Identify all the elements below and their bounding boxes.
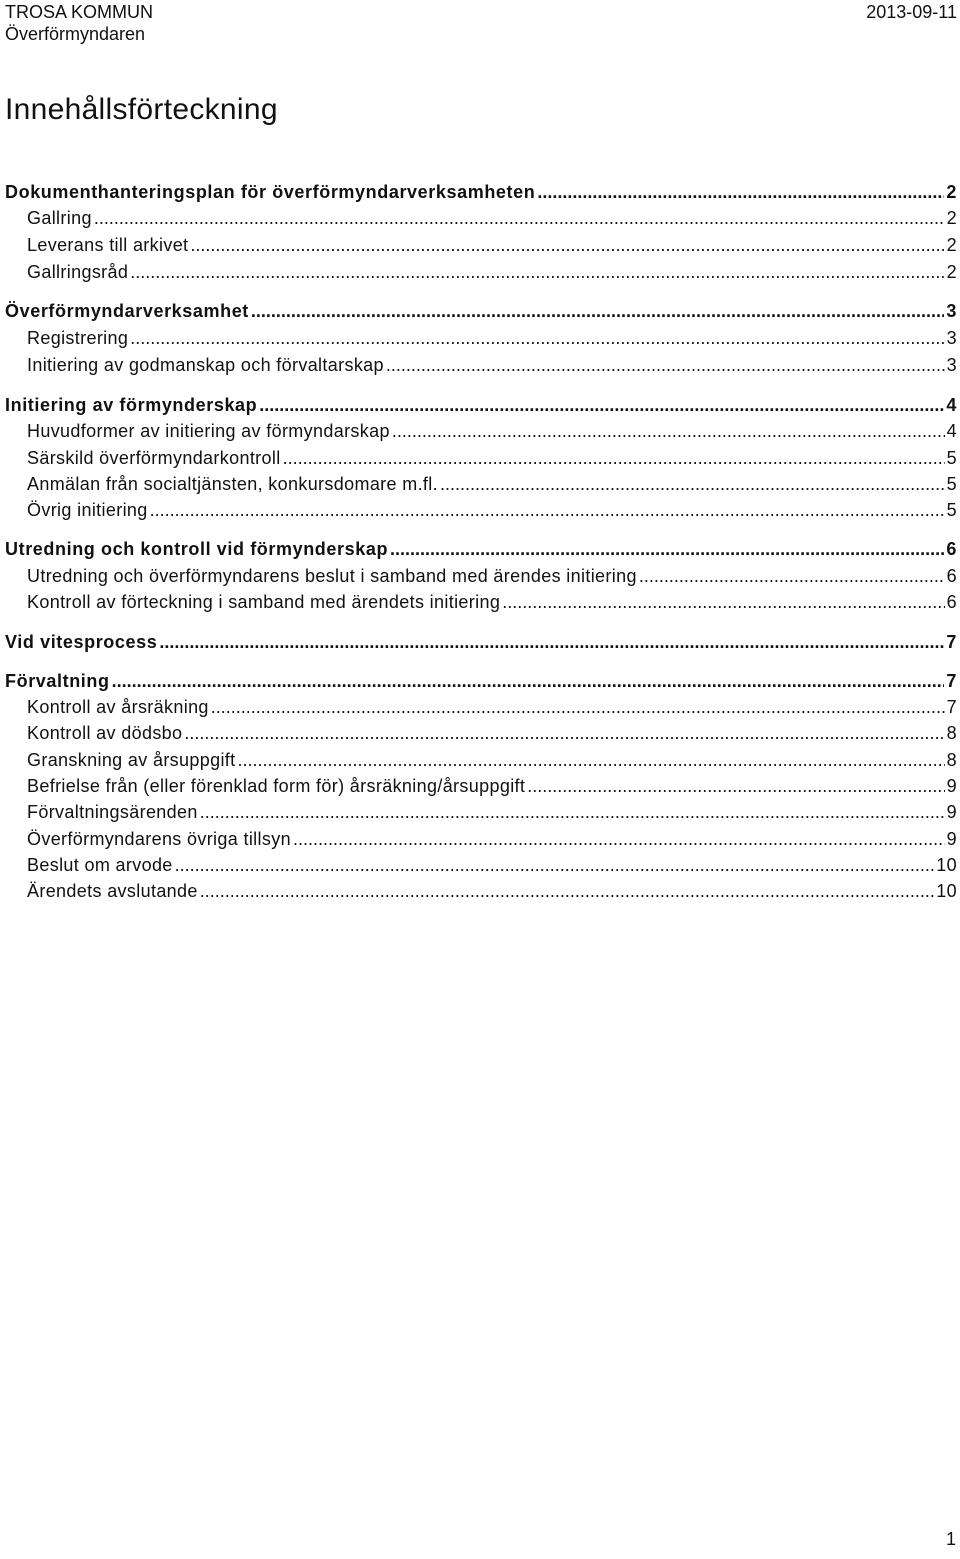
toc-page-number: 5 (946, 474, 957, 494)
organization-name: TROSA KOMMUN (5, 2, 154, 22)
toc-entry-title: Förvaltningsärenden (27, 802, 198, 822)
toc-dot-leader (200, 879, 935, 903)
toc-dot-leader (150, 498, 945, 522)
toc-entry-title: Huvudformer av initiering av förmyndarskap (27, 421, 390, 441)
toc-entry-title: Kontroll av årsräkning (27, 697, 209, 717)
toc-dot-leader (94, 206, 945, 230)
toc-dot-leader (293, 827, 945, 851)
toc-entry-title: Särskild överförmyndarkontroll (27, 448, 281, 468)
toc-dot-leader (184, 721, 944, 745)
toc-entry-title: Förvaltning (5, 671, 110, 691)
toc-dot-leader (112, 669, 945, 693)
toc-dot-leader (527, 774, 944, 798)
toc-entry-title: Gallring (27, 208, 92, 228)
toc-heading-entry[interactable] (5, 393, 957, 417)
toc-dot-leader (251, 299, 944, 323)
toc-page-number: 4 (946, 421, 957, 441)
toc-page-number: 2 (946, 182, 957, 202)
toc-entry[interactable] (27, 446, 957, 470)
document-date: 2013-09-11 (866, 2, 957, 22)
toc-page-number: 9 (946, 829, 957, 849)
toc-entry-title: Utredning och kontroll vid förmynderskap (5, 539, 389, 559)
toc-entry-title: Leverans till arkivet (27, 235, 189, 255)
toc-entry[interactable] (27, 774, 957, 798)
toc-entry[interactable] (27, 853, 957, 877)
toc-page-number: 9 (946, 776, 957, 796)
toc-dot-leader (259, 393, 944, 417)
toc-dot-leader (386, 353, 945, 377)
toc-entry-title: Gallringsråd (27, 262, 129, 282)
toc-entry-title: Beslut om arvode (27, 855, 173, 875)
toc-entry-title: Vid vitesprocess (5, 632, 158, 652)
toc-dot-leader (130, 326, 944, 350)
toc-entry[interactable] (27, 498, 957, 522)
toc-page-number: 2 (946, 262, 957, 282)
toc-entry-title: Befrielse från (eller förenklad form för) årsräkning/årsuppgift (27, 776, 526, 796)
toc-dot-leader (502, 590, 944, 614)
toc-page-number: 5 (946, 448, 957, 468)
toc-entry[interactable] (27, 695, 957, 719)
toc-dot-leader (200, 800, 945, 824)
toc-page-number: 6 (946, 566, 957, 586)
toc-entry[interactable] (27, 472, 957, 496)
toc-entry[interactable] (27, 827, 957, 851)
toc-page-number: 9 (946, 802, 957, 822)
toc-entry-title: Överförmyndarens övriga tillsyn (27, 829, 291, 849)
toc-entry-title: Kontroll av dödsbo (27, 723, 183, 743)
toc-dot-leader (130, 260, 944, 284)
toc-page-number: 3 (946, 355, 957, 375)
toc-entry[interactable] (27, 260, 957, 284)
toc-entry-title: Överförmyndarverksamhet (5, 301, 249, 321)
toc-dot-leader (238, 748, 945, 772)
toc-heading-entry[interactable] (5, 180, 957, 204)
toc-dot-leader (639, 564, 945, 588)
toc-dot-leader (440, 472, 945, 496)
toc-heading-entry[interactable] (5, 299, 957, 323)
toc-entry[interactable] (27, 233, 957, 257)
toc-page-number: 6 (946, 592, 957, 612)
toc-dot-leader (175, 853, 935, 877)
toc-heading-entry[interactable] (5, 669, 957, 693)
toc-dot-leader (211, 695, 945, 719)
toc-page-number: 5 (946, 500, 957, 520)
toc-dot-leader (190, 233, 944, 257)
toc-page-number: 3 (946, 301, 957, 321)
toc-entry-title: Dokumenthanteringsplan för överförmyndarverksamheten (5, 182, 536, 202)
toc-entry-title: Initiering av godmanskap och förvaltarskap (27, 355, 384, 375)
toc-page-number: 7 (946, 697, 957, 717)
toc-dot-leader (392, 419, 945, 443)
page-title: Innehållsförteckning (5, 93, 278, 126)
toc-entry[interactable] (27, 326, 957, 350)
toc-entry[interactable] (27, 206, 957, 230)
page-number: 1 (945, 1529, 956, 1549)
toc-page-number: 2 (946, 208, 957, 228)
toc-page-number: 7 (946, 671, 957, 691)
toc-page-number: 4 (946, 395, 957, 415)
toc-dot-leader (537, 180, 944, 204)
toc-page-number: 3 (946, 328, 957, 348)
toc-heading-entry[interactable] (5, 630, 957, 654)
toc-entry[interactable] (27, 748, 957, 772)
toc-entry-title: Registrering (27, 328, 129, 348)
toc-page-number: 7 (946, 632, 957, 652)
toc-entry-title: Anmälan från socialtjänsten, konkursdomare m.fl. (27, 474, 438, 494)
page-header (5, 1, 153, 45)
toc-entry[interactable] (27, 879, 957, 903)
toc-entry[interactable] (27, 353, 957, 377)
toc-dot-leader (159, 630, 944, 654)
toc-entry-title: Ärendets avslutande (27, 881, 198, 901)
toc-entry[interactable] (27, 419, 957, 443)
toc-dot-leader (390, 537, 944, 561)
toc-page-number: 10 (936, 881, 957, 901)
toc-page-number: 8 (946, 723, 957, 743)
toc-page-number: 2 (946, 235, 957, 255)
toc-entry[interactable] (27, 564, 957, 588)
toc-page-number: 6 (946, 539, 957, 559)
toc-entry[interactable] (27, 721, 957, 745)
toc-page-number: 8 (946, 750, 957, 770)
toc-entry[interactable] (27, 800, 957, 824)
toc-page-number: 10 (936, 855, 957, 875)
toc-entry-title: Kontroll av förteckning i samband med ärendets initiering (27, 592, 501, 612)
toc-heading-entry[interactable] (5, 537, 957, 561)
toc-entry[interactable] (27, 590, 957, 614)
toc-entry-title: Initiering av förmynderskap (5, 395, 258, 415)
toc-dot-leader (283, 446, 945, 470)
toc-entry-title: Granskning av årsuppgift (27, 750, 236, 770)
toc-entry-title: Utredning och överförmyndarens beslut i samband med ärendes initiering (27, 566, 637, 586)
department-name: Överförmyndaren (5, 24, 146, 44)
toc-entry-title: Övrig initiering (27, 500, 148, 520)
